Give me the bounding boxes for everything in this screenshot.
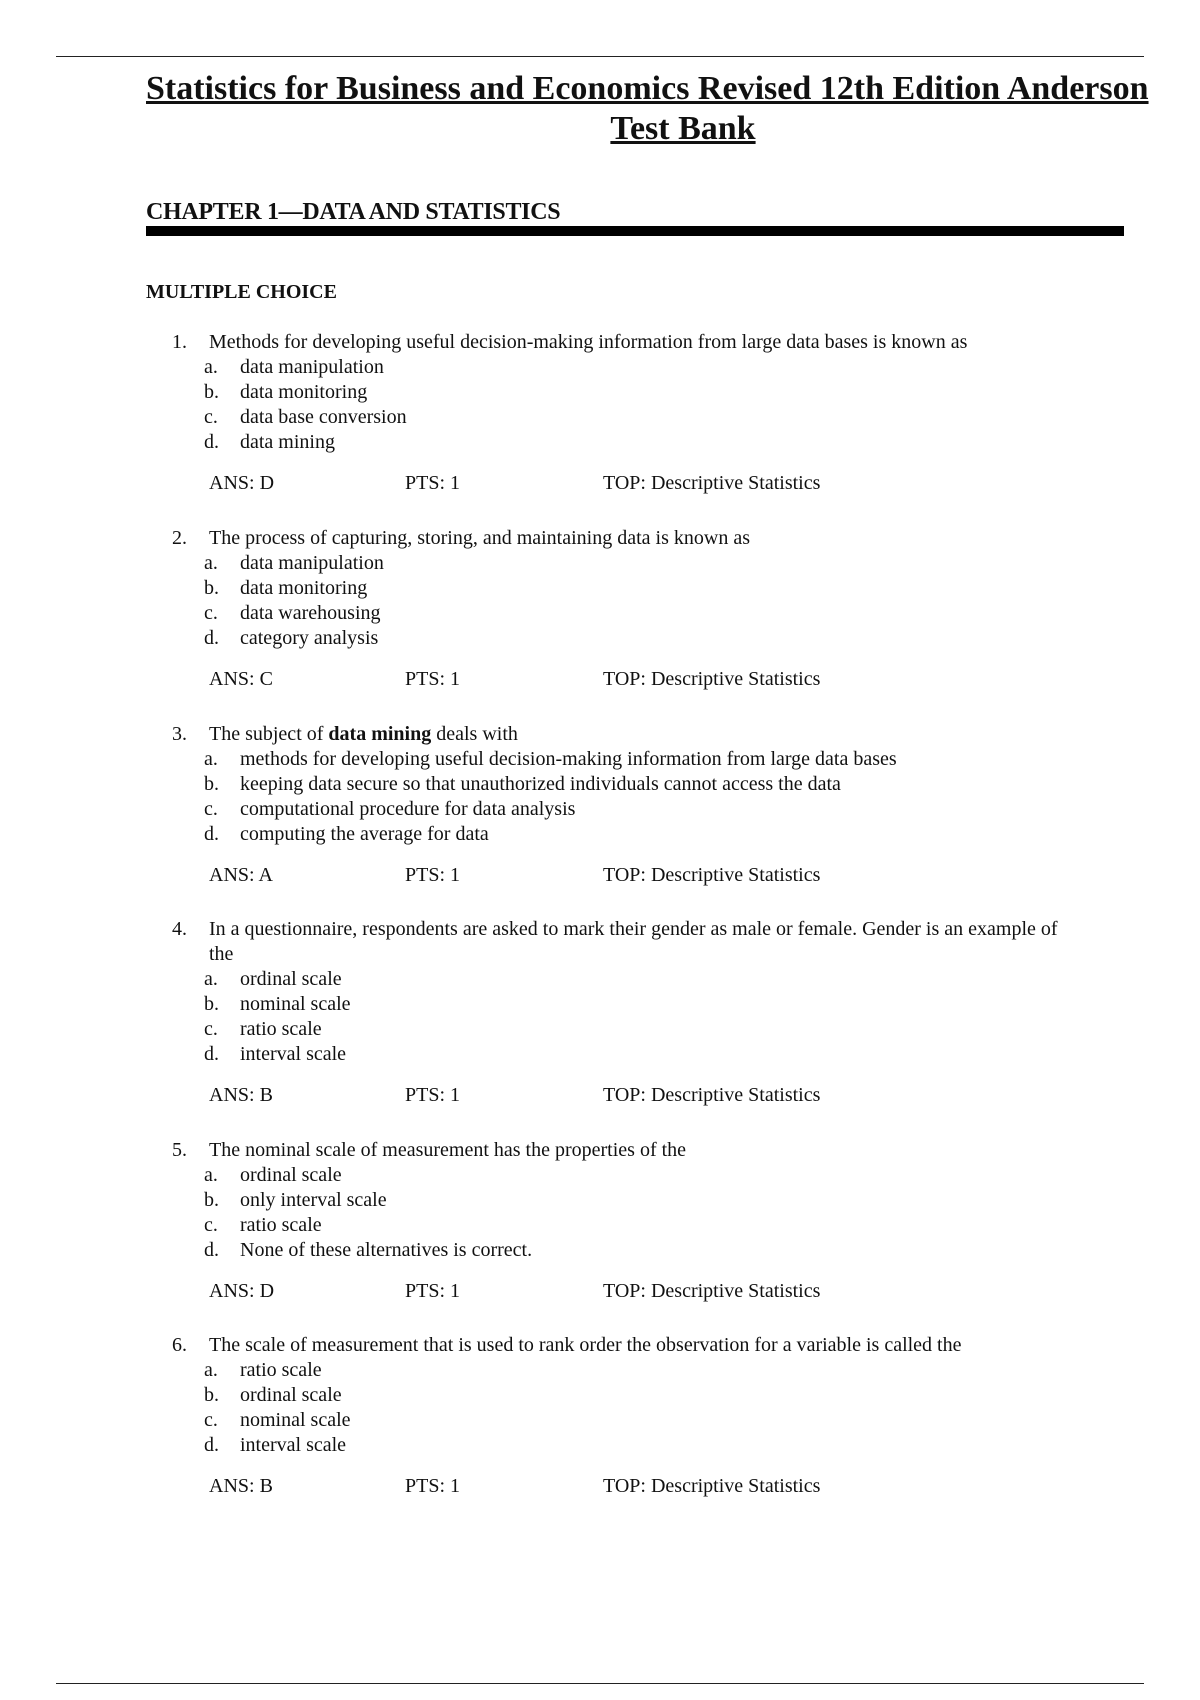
option-letter: a.	[204, 356, 218, 378]
option-b	[172, 772, 1072, 797]
option-letter: a.	[204, 1359, 218, 1381]
option-d	[172, 822, 1072, 847]
question-stem	[172, 330, 1072, 355]
option-text: ordinal scale	[240, 1164, 342, 1186]
option-c	[172, 405, 1072, 430]
option-b	[172, 576, 1072, 601]
question-text: The scale of measurement that is used to rank order the observation for a variable is called the	[209, 1334, 962, 1356]
question-emphasis: data mining	[328, 723, 432, 745]
document-title: Statistics for Business and Economics Revised 12th Edition Anderson	[146, 70, 1149, 107]
option-letter: b.	[204, 1189, 219, 1211]
option-letter: d.	[204, 823, 219, 845]
option-text: nominal scale	[240, 993, 351, 1015]
question-1	[172, 330, 1072, 497]
option-letter: c.	[204, 1409, 218, 1431]
option-text: keeping data secure so that unauthorized individuals cannot access the data	[240, 773, 841, 795]
answer-options	[172, 355, 1072, 455]
points: PTS: 1	[405, 668, 461, 690]
option-a	[172, 1358, 1072, 1383]
question-2	[172, 526, 1072, 693]
answer-options	[172, 747, 1072, 847]
points: PTS: 1	[405, 1280, 461, 1302]
option-text: data monitoring	[240, 577, 368, 599]
option-text: ratio scale	[240, 1359, 322, 1381]
option-b	[172, 1383, 1072, 1408]
answer-meta	[172, 667, 1072, 693]
option-b	[172, 1188, 1072, 1213]
answer-meta	[172, 863, 1072, 889]
option-text: ordinal scale	[240, 1384, 342, 1406]
option-text: computing the average for data	[240, 823, 489, 845]
answer-options	[172, 551, 1072, 651]
answer-meta	[172, 1279, 1072, 1305]
option-d	[172, 1433, 1072, 1458]
topic: TOP: Descriptive Statistics	[603, 864, 821, 886]
answer-meta	[172, 1083, 1072, 1109]
option-text: ratio scale	[240, 1018, 322, 1040]
answer-key: ANS: D	[209, 1280, 275, 1302]
option-letter: a.	[204, 552, 218, 574]
option-text: interval scale	[240, 1043, 347, 1065]
option-letter: b.	[204, 577, 219, 599]
option-letter: b.	[204, 1384, 219, 1406]
chapter-divider	[146, 226, 1124, 236]
question-3	[172, 722, 1072, 889]
option-text: ratio scale	[240, 1214, 322, 1236]
question-stem	[172, 1138, 1072, 1163]
option-text: methods for developing useful decision-making information from large data bases	[240, 748, 897, 770]
option-c	[172, 1408, 1072, 1433]
question-stem	[172, 526, 1072, 551]
option-letter: d.	[204, 627, 219, 649]
answer-key: ANS: B	[209, 1084, 273, 1106]
question-5	[172, 1138, 1072, 1305]
option-b	[172, 380, 1072, 405]
option-d	[172, 1238, 1072, 1263]
top-rule	[56, 56, 1144, 57]
question-text: The nominal scale of measurement has the properties of the	[209, 1139, 687, 1161]
points: PTS: 1	[405, 1475, 461, 1497]
question-number: 4.	[172, 918, 187, 940]
option-c	[172, 1017, 1072, 1042]
points: PTS: 1	[405, 472, 461, 494]
option-a	[172, 355, 1072, 380]
question-stem	[172, 722, 1072, 747]
question-4	[172, 917, 1072, 1109]
option-letter: a.	[204, 748, 218, 770]
answer-key: ANS: A	[209, 864, 273, 886]
option-letter: d.	[204, 1434, 219, 1456]
option-text: data base conversion	[240, 406, 407, 428]
option-letter: d.	[204, 1239, 219, 1261]
topic: TOP: Descriptive Statistics	[603, 1084, 821, 1106]
option-letter: a.	[204, 1164, 218, 1186]
option-text: interval scale	[240, 1434, 347, 1456]
option-text: computational procedure for data analysis	[240, 798, 576, 820]
option-letter: a.	[204, 968, 218, 990]
answer-key: ANS: B	[209, 1475, 273, 1497]
option-letter: c.	[204, 1018, 218, 1040]
option-letter: b.	[204, 381, 219, 403]
topic: TOP: Descriptive Statistics	[603, 472, 821, 494]
option-text: data mining	[240, 431, 335, 453]
option-a	[172, 551, 1072, 576]
answer-options	[172, 1163, 1072, 1263]
answer-key: ANS: D	[209, 472, 275, 494]
option-text: data manipulation	[240, 552, 384, 574]
bottom-rule	[56, 1683, 1144, 1684]
topic: TOP: Descriptive Statistics	[603, 1280, 821, 1302]
option-d	[172, 430, 1072, 455]
option-text: category analysis	[240, 627, 379, 649]
question-text: Methods for developing useful decision-making information from large data bases is known as	[209, 331, 968, 353]
question-stem	[172, 1333, 1072, 1358]
option-letter: d.	[204, 431, 219, 453]
question-number: 2.	[172, 527, 187, 549]
option-c	[172, 1213, 1072, 1238]
option-letter: c.	[204, 406, 218, 428]
option-text: ordinal scale	[240, 968, 342, 990]
option-letter: b.	[204, 993, 219, 1015]
option-text: None of these alternatives is correct.	[240, 1239, 533, 1261]
question-6	[172, 1333, 1072, 1500]
section-heading: MULTIPLE CHOICE	[146, 281, 337, 303]
answer-meta	[172, 471, 1072, 497]
option-letter: b.	[204, 773, 219, 795]
answer-options	[172, 967, 1072, 1067]
question-number: 3.	[172, 723, 187, 745]
option-c	[172, 797, 1072, 822]
document-subtitle: Test Bank	[610, 110, 756, 147]
answer-options	[172, 1358, 1072, 1458]
question-text: In a questionnaire, respondents are asked to mark their gender as male or female. Gender is an example of the	[209, 918, 1058, 965]
topic: TOP: Descriptive Statistics	[603, 668, 821, 690]
option-letter: c.	[204, 1214, 218, 1236]
option-text: data warehousing	[240, 602, 381, 624]
question-text: The subject of	[209, 723, 329, 745]
option-c	[172, 601, 1072, 626]
topic: TOP: Descriptive Statistics	[603, 1475, 821, 1497]
option-text: nominal scale	[240, 1409, 351, 1431]
option-d	[172, 626, 1072, 651]
points: PTS: 1	[405, 1084, 461, 1106]
question-stem	[172, 917, 1072, 967]
option-a	[172, 747, 1072, 772]
points: PTS: 1	[405, 864, 461, 886]
option-letter: c.	[204, 798, 218, 820]
option-a	[172, 1163, 1072, 1188]
question-number: 1.	[172, 331, 187, 353]
question-text: The process of capturing, storing, and maintaining data is known as	[209, 527, 750, 549]
option-letter: c.	[204, 602, 218, 624]
question-number: 5.	[172, 1139, 187, 1161]
option-text: data monitoring	[240, 381, 368, 403]
question-text-tail: deals with	[431, 723, 518, 745]
chapter-heading: CHAPTER 1—DATA AND STATISTICS	[146, 199, 561, 225]
answer-meta	[172, 1474, 1072, 1500]
option-letter: d.	[204, 1043, 219, 1065]
option-a	[172, 967, 1072, 992]
option-text: only interval scale	[240, 1189, 387, 1211]
option-d	[172, 1042, 1072, 1067]
option-b	[172, 992, 1072, 1017]
question-number: 6.	[172, 1334, 187, 1356]
answer-key: ANS: C	[209, 668, 273, 690]
option-text: data manipulation	[240, 356, 384, 378]
